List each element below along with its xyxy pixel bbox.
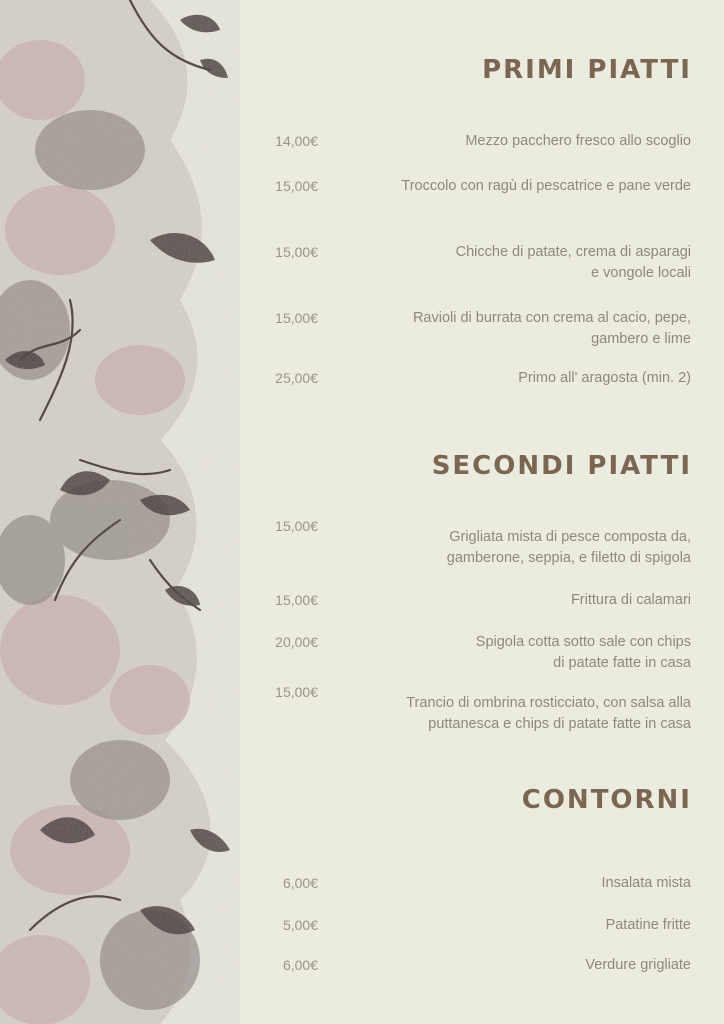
dish-line: gamberone, seppia, e filetto di spigola — [446, 550, 691, 566]
dish-contorni-1 — [331, 873, 691, 894]
dish-secondi-1 — [331, 527, 691, 569]
dish-line: Chicche di patate, crema di asparagi — [455, 244, 691, 260]
dish-line: Grigliata mista di pesce composta da, — [449, 529, 691, 545]
dish-primi-3 — [331, 242, 691, 284]
dish-line: Insalata mista — [601, 875, 691, 891]
price-primi-2: 15,00€ — [275, 178, 318, 194]
dish-line: Ravioli di burrata con crema al cacio, pepe, — [412, 310, 691, 326]
dish-line: gambero e lime — [591, 331, 691, 347]
price-secondi-4: 15,00€ — [275, 684, 318, 700]
price-contorni-2: 5,00€ — [282, 917, 318, 933]
dish-line: Spigola cotta sotto sale con chips — [475, 634, 691, 650]
price-secondi-1: 15,00€ — [275, 518, 318, 534]
dish-line: Troccolo con ragù di pescatrice e pane verde — [401, 178, 691, 194]
dish-line: Frittura di calamari — [570, 592, 691, 608]
price-secondi-2: 15,00€ — [275, 592, 318, 608]
dish-contorni-2 — [331, 915, 691, 936]
dish-line: Mezzo pacchero fresco allo scoglio — [465, 133, 691, 149]
dish-primi-5 — [331, 368, 691, 389]
price-primi-5: 25,00€ — [275, 370, 318, 386]
dish-line: Primo all' aragosta (min. 2) — [518, 370, 691, 386]
dish-primi-4 — [331, 308, 691, 350]
section-heading-secondi: SECONDI PIATTI — [431, 451, 692, 481]
dish-line: Trancio di ombrina rosticciato, con salsa alla — [406, 695, 691, 711]
dish-secondi-3 — [331, 632, 691, 674]
price-contorni-1: 6,00€ — [282, 875, 318, 891]
price-secondi-3: 20,00€ — [275, 634, 318, 650]
dish-line: di patate fatte in casa — [553, 655, 691, 671]
price-primi-3: 15,00€ — [275, 244, 318, 260]
dish-line: e vongole locali — [591, 265, 691, 281]
dish-line: Patatine fritte — [605, 917, 691, 933]
section-heading-primi: PRIMI PIATTI — [482, 55, 692, 85]
floral-illustration — [0, 0, 240, 1024]
dish-line: puttanesca e chips di patate fatte in casa — [428, 716, 691, 732]
dish-primi-2 — [331, 176, 691, 197]
dish-secondi-4 — [331, 693, 691, 735]
dish-contorni-3 — [331, 955, 691, 976]
price-primi-4: 15,00€ — [275, 310, 318, 326]
price-primi-1: 14,00€ — [275, 133, 318, 149]
section-heading-contorni: CONTORNI — [521, 785, 692, 815]
dish-line: Verdure grigliate — [585, 957, 691, 973]
dish-secondi-2 — [331, 590, 691, 611]
dish-primi-1 — [331, 131, 691, 152]
price-contorni-3: 6,00€ — [282, 957, 318, 973]
